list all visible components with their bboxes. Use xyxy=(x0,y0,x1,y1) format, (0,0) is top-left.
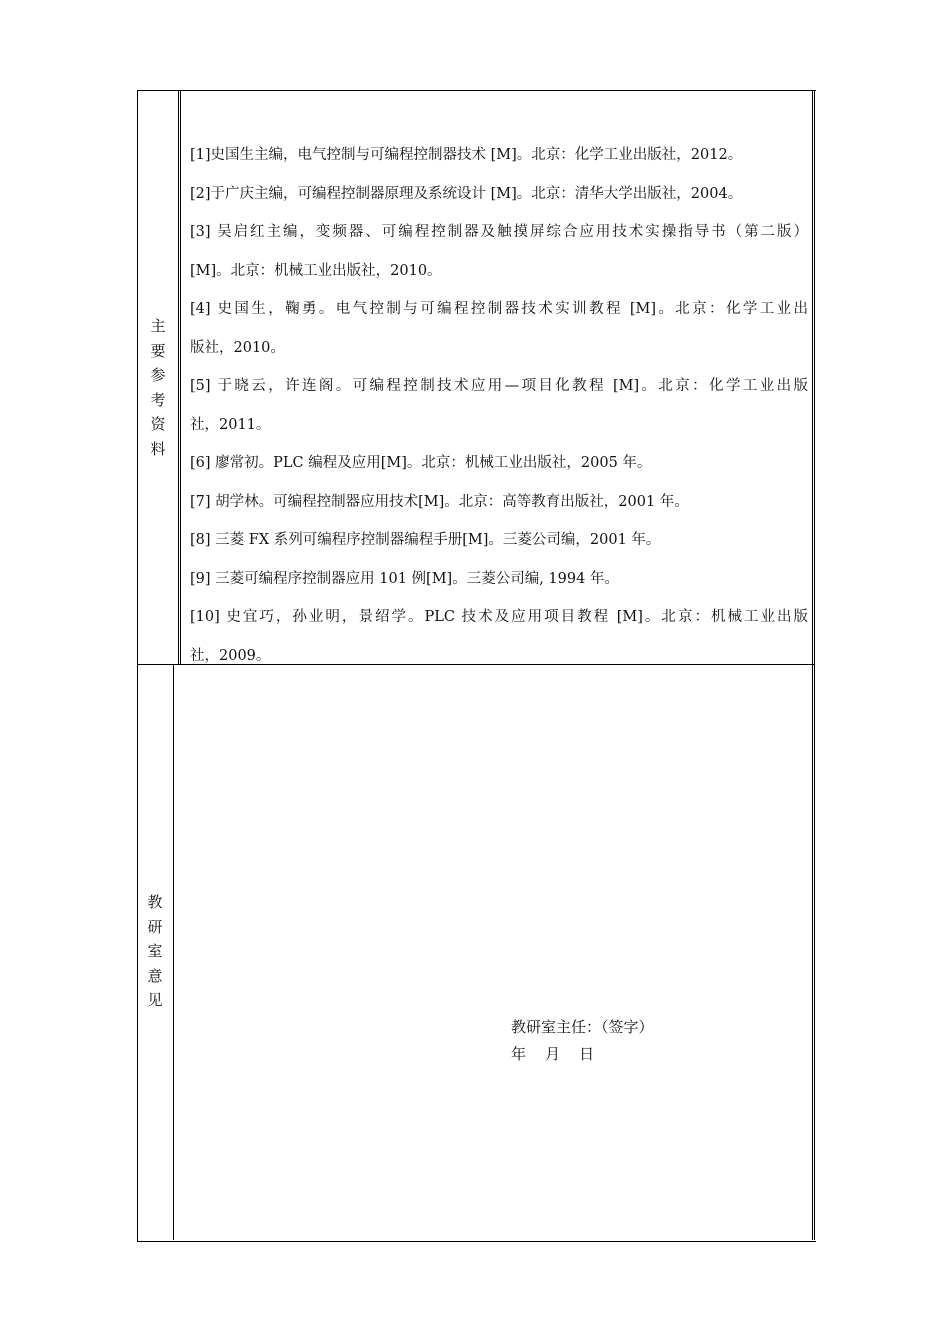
reference-line: 社，2009。 xyxy=(190,647,271,664)
reference-line: [5] 于晓云，许连阁。可编程控制技术应用—项目化教程 [M]。北京：化学工业出版 xyxy=(190,378,808,394)
reference-line: 版社，2010。 xyxy=(190,339,285,356)
column-divider-bottom xyxy=(173,664,174,1240)
label-char: 资 xyxy=(150,415,166,433)
director-signature-label: 教研室主任：（签字） xyxy=(511,1018,654,1036)
reference-line: [6] 廖常初。PLC 编程及应用[M]。北京：机械工业出版社，2005 年。 xyxy=(190,455,652,471)
reference-line: [7] 胡学林。可编程控制器应用技术[M]。北京：高等教育出版社，2001 年。 xyxy=(190,493,689,510)
reference-line: [8] 三菱 FX 系列可编程序控制器编程手册[M]。三菱公司编，2001 年。 xyxy=(190,532,661,548)
label-char: 考 xyxy=(150,390,166,409)
reference-line: [2]于广庆主编，可编程控制器原理及系统设计 [M]。北京：清华大学出版社，2004。 xyxy=(190,185,743,202)
reference-line: [1]史国生主编，电气控制与可编程控制器技术 [M]。北京：化学工业出版社，2012。 xyxy=(190,147,743,163)
label-char: 教 xyxy=(147,893,163,911)
references-list xyxy=(190,140,808,679)
label-char: 见 xyxy=(147,991,163,1009)
reference-line: [9] 三菱可编程序控制器应用 101 例[M]。三菱公司编, 1994 年。 xyxy=(190,570,619,587)
date-label: 年 月 日 xyxy=(511,1045,595,1063)
column-divider-top xyxy=(178,90,181,664)
references-row-label xyxy=(143,314,173,461)
label-char: 研 xyxy=(147,917,163,936)
label-char: 主 xyxy=(150,317,166,335)
reference-line: 社，2011。 xyxy=(190,416,271,433)
form-table-right-border xyxy=(812,90,815,1240)
opinion-row-label xyxy=(140,890,170,1013)
label-char: 意 xyxy=(147,966,163,985)
label-char: 室 xyxy=(147,942,163,960)
label-char: 参 xyxy=(150,366,166,384)
reference-line: [M]。北京：机械工业出版社，2010。 xyxy=(190,262,442,279)
reference-line: [4] 史国生，鞠勇。电气控制与可编程控制器技术实训教程 [M]。北京：化学工业出 xyxy=(190,301,808,317)
reference-line: [10] 史宜巧，孙业明，景绍学。PLC 技术及应用项目教程 [M]。北京：机械工业出版 xyxy=(190,609,808,625)
label-char: 料 xyxy=(150,439,166,458)
reference-line: [3] 吴启红主编，变频器、可编程控制器及触摸屏综合应用技术实操指导书（第二版） xyxy=(190,224,808,240)
label-char: 要 xyxy=(150,341,166,360)
